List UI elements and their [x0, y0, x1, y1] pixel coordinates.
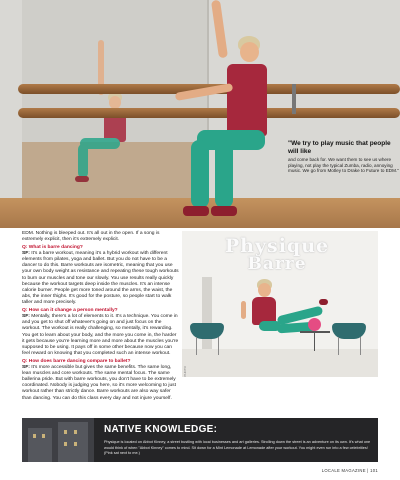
pull-quote-headline: "We try to play music that people will like: [288, 140, 391, 155]
street-photo: [22, 418, 94, 462]
barre-bracket: [292, 84, 296, 114]
article-body: [22, 231, 180, 403]
answer-1: It's a barre workout, meaning it's a hybrid workout with different elements from pilates, yoga and ballet. But you do not have to be a dancer to do this. Barre workouts are isometric, meaning that you use your own body weight as resistance and repeating these tough workouts to burn our muscles and tone our slowly. You use results really quickly because the workout targets deep inside the muscles. It's an intense calorie burner. People get more toned around the arms, the waist, the abs, the inner thighs. It's good for the posture, so people start to walk taller and more precisely.: [22, 250, 179, 306]
question-3: Q: How does barre dancing compare to ballet?: [22, 358, 131, 364]
studio-sign-line-1: Physique: [224, 235, 330, 257]
photo-credit: PHOTO: [183, 366, 187, 377]
answer-2-speaker: SF:: [22, 314, 30, 320]
answer-3: It's more accessible but gives the same benefits. The same long, lean muscles and core workouts. The same mental focus. The same ballerina pride. But with barre workouts, you don't have to be extremely coordinated. Nobody is judging you here, so it's more welcoming to just workout rather than strictly dance. Barre workouts are also way safer than dancing. You can do this class every day and not injure yourself.: [22, 364, 176, 401]
studio-floor: [182, 349, 378, 377]
pull-quote-body: and come back for. We want them to see us where playing, not play the typical Zumba, radio, annoying music. We go from Motley to Drake to Future to EDM.": [288, 157, 399, 174]
native-knowledge-title: NATIVE KNOWLEDGE:: [104, 424, 218, 435]
instructor-figure: [175, 0, 285, 228]
answer-2: Mentally, there's a lot of elements to it. It's a technique. You come in and you get to shut off whatever's going on and just focus on the workout. The workout is really challenging, so mentally, it's rewarding. You get to learn about your body, and the more you come in, the harder it gets because you're learning more and more about the muscles you're supposed to be using. It pays off in some other because now you can feel reward on knowing that you completed such an intense workout.: [22, 314, 179, 356]
hero-photo: [0, 0, 400, 228]
answer-1-speaker: SF:: [22, 250, 30, 256]
native-knowledge-box: [22, 418, 378, 462]
studio-sign-line-2: Barre: [247, 254, 307, 274]
studio-photo: [182, 231, 378, 377]
seated-instructor: [237, 271, 337, 351]
question-1: Q: What is barre dancing?: [22, 244, 83, 250]
article-intro: EDM. Nothing is bleeped out. It's all out in the open. If a song is extremely explicit, then it's extremely explicit.: [22, 231, 160, 243]
native-knowledge-body: Physique is located on Abbot Kinney, a street bustling with local businesses and art galleries. Strolling down the street is an adventure on its own. It's what one would think of when "Abbot Kinney" comes to mind. Sit down for a Mint Lemonade at Lemonade after your workout. You might even run into a few celebrities! (Pink sat next to me.): [104, 440, 371, 455]
studio-sign: [222, 235, 332, 273]
pull-quote: [288, 140, 400, 174]
page-footer: LOCALE MAGAZINE | 101: [321, 468, 378, 473]
side-table: [300, 331, 330, 333]
answer-3-speaker: SF:: [22, 364, 30, 370]
pink-exercise-ball: [308, 318, 321, 331]
question-2: Q: How can it change a person mentally?: [22, 307, 118, 313]
